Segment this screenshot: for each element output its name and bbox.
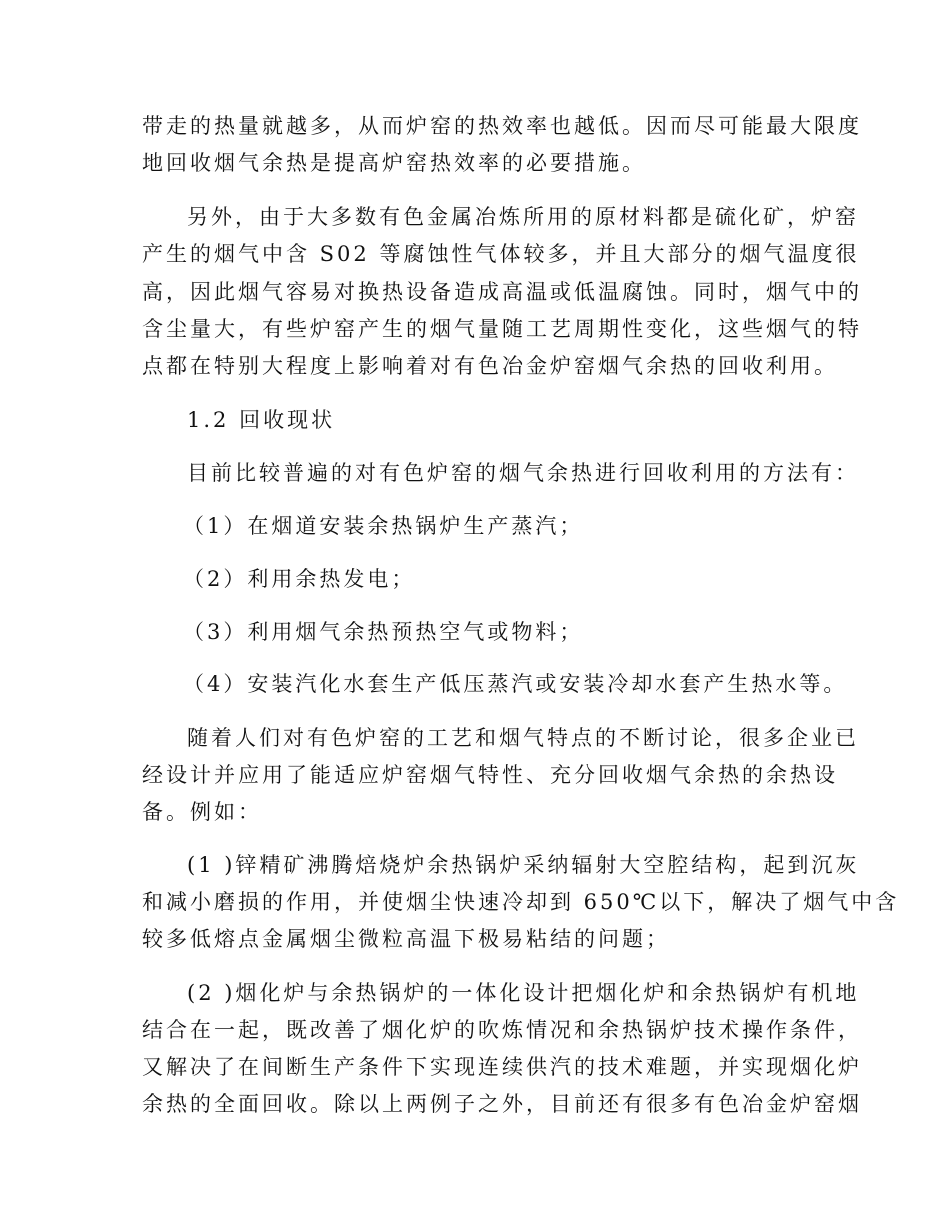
- paragraph-start: 随着人们对有色炉窑的工艺和烟气特点的不断讨论，很多企业已: [187, 726, 859, 750]
- list-item: （3）利用烟气余热预热空气或物料；: [183, 620, 584, 644]
- list-item: （4）安装汽化水套生产低压蒸汽或安装冷却水套产生热水等。: [183, 672, 848, 696]
- paragraph-start: 目前比较普遍的对有色炉窑的烟气余热进行回收利用的方法有：: [187, 461, 859, 485]
- paragraph-start: (2 )烟化炉与余热锅炉的一体化设计把烟化炉和余热锅炉有机地: [187, 981, 860, 1005]
- text-line: 结合在一起，既改善了烟化炉的吹炼情况和余热锅炉技术操作条件，: [142, 1018, 862, 1042]
- section-heading: 1.2 回收现状: [187, 408, 336, 432]
- text-line: 含尘量大，有些炉窑产生的烟气量随工艺周期性变化，这些烟气的特: [142, 317, 862, 341]
- list-item: （2）利用余热发电；: [183, 567, 416, 591]
- paragraph-start: 另外，由于大多数有色金属冶炼所用的原材料都是硫化矿，炉窑: [187, 205, 859, 229]
- text-line: 较多低熔点金属烟尘微粒高温下极易粘结的问题；: [142, 927, 670, 951]
- text-line: 带走的热量就越多，从而炉窑的热效率也越低。因而尽可能最大限度: [142, 114, 862, 138]
- text-line: 备。例如：: [142, 800, 262, 824]
- text-line: 和减小磨损的作用，并使烟尘快速冷却到 650℃以下，解决了烟气中含: [142, 890, 900, 914]
- text-line: 产生的烟气中含 S02 等腐蚀性气体较多，并且大部分的烟气温度很: [142, 242, 860, 266]
- text-line: 地回收烟气余热是提高炉窑热效率的必要措施。: [142, 151, 646, 175]
- text-line: 点都在特别大程度上影响着对有色冶金炉窑烟气余热的回收利用。: [142, 354, 838, 378]
- text-line: 高，因此烟气容易对换热设备造成高温或低温腐蚀。同时，烟气中的: [142, 280, 862, 304]
- text-line: 经设计并应用了能适应炉窑烟气特性、充分回收烟气余热的余热设: [142, 763, 838, 787]
- text-line: 又解决了在间断生产条件下实现连续供汽的技术难题，并实现烟化炉: [142, 1055, 862, 1079]
- text-line: 余热的全面回收。除以上两例子之外，目前还有很多有色冶金炉窑烟: [142, 1092, 862, 1116]
- list-item: （1）在烟道安装余热锅炉生产蒸汽；: [183, 514, 584, 538]
- paragraph-start: (1 )锌精矿沸腾焙烧炉余热锅炉采纳辐射大空腔结构，起到沉灰: [187, 853, 860, 877]
